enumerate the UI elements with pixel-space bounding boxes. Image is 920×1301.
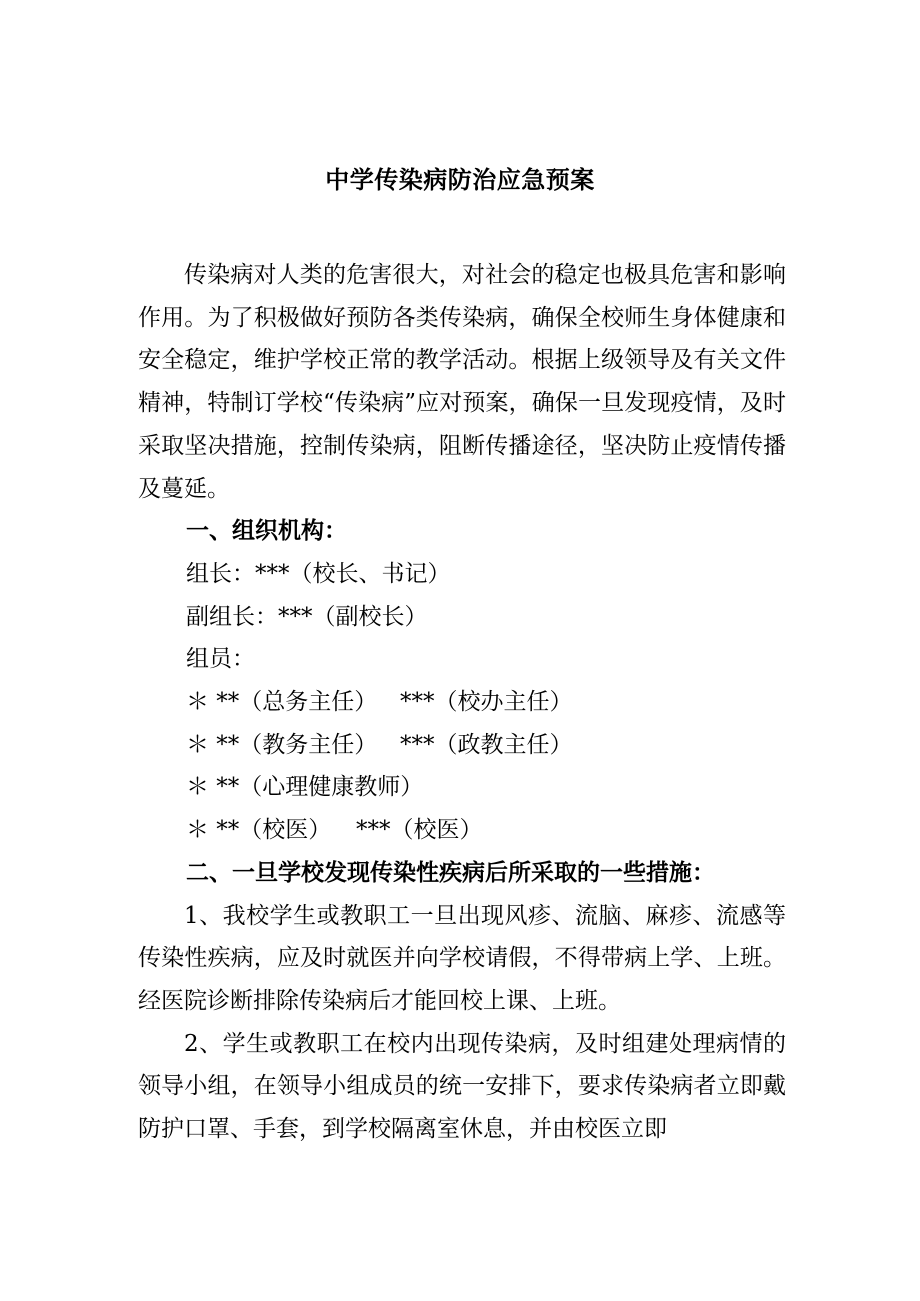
member-row (138, 724, 786, 767)
member-name: ＊ **（校医） (186, 817, 332, 844)
measure-item: 1、我校学生或教职工一旦出现风疹、流脑、麻疹、流感等传染性疾病，应及时就医并向学校请假，不得带病上学、上班。经医院诊断排除传染病后才能回校上课、上班。 (138, 902, 786, 1014)
member-row (138, 809, 786, 852)
leader-line: 组长：***（校长、书记） (186, 560, 451, 587)
section-heading-organization: 一、组织机构： (186, 517, 347, 545)
member-name: ＊ **（教务主任） (186, 731, 378, 758)
intro-paragraph: 传染病对人类的危害很大，对社会的稳定也极具危害和影响作用。为了积极做好预防各类传染病，确保全校师生身体健康和安全稳定，维护学校正常的教学活动。根据上级领导及有关文件精神，特制订学校“传染病”应对预案，确保一旦发现疫情，及时采取坚决措施，控制传染病，阻断传播途径，坚决防止疫情传播及蔓延。 (138, 262, 786, 502)
document-title: 中学传染病防治应急预案 (325, 165, 595, 194)
member-name: ***（校办主任） (400, 689, 573, 716)
member-row (138, 766, 786, 809)
members-label: 组员： (186, 646, 255, 673)
section-heading-measures: 二、一旦学校发现传染性疾病后所采取的一些措施： (186, 858, 715, 886)
deputy-leader-line: 副组长：***（副校长） (186, 603, 428, 630)
member-name: ＊ **（心理健康教师） (186, 774, 424, 801)
document-body (138, 254, 786, 1151)
member-row (138, 681, 786, 724)
member-name: ＊ **（总务主任） (186, 689, 378, 716)
measure-item: 2、学生或教职工在校内出现传染病，及时组建处理病情的领导小组，在领导小组成员的统一安排下，要求传染病者立即戴防护口罩、手套，到学校隔离室休息，并由校医立即 (138, 1030, 786, 1143)
member-name: ***（政教主任） (400, 731, 573, 758)
member-name: ***（校医） (356, 817, 483, 844)
